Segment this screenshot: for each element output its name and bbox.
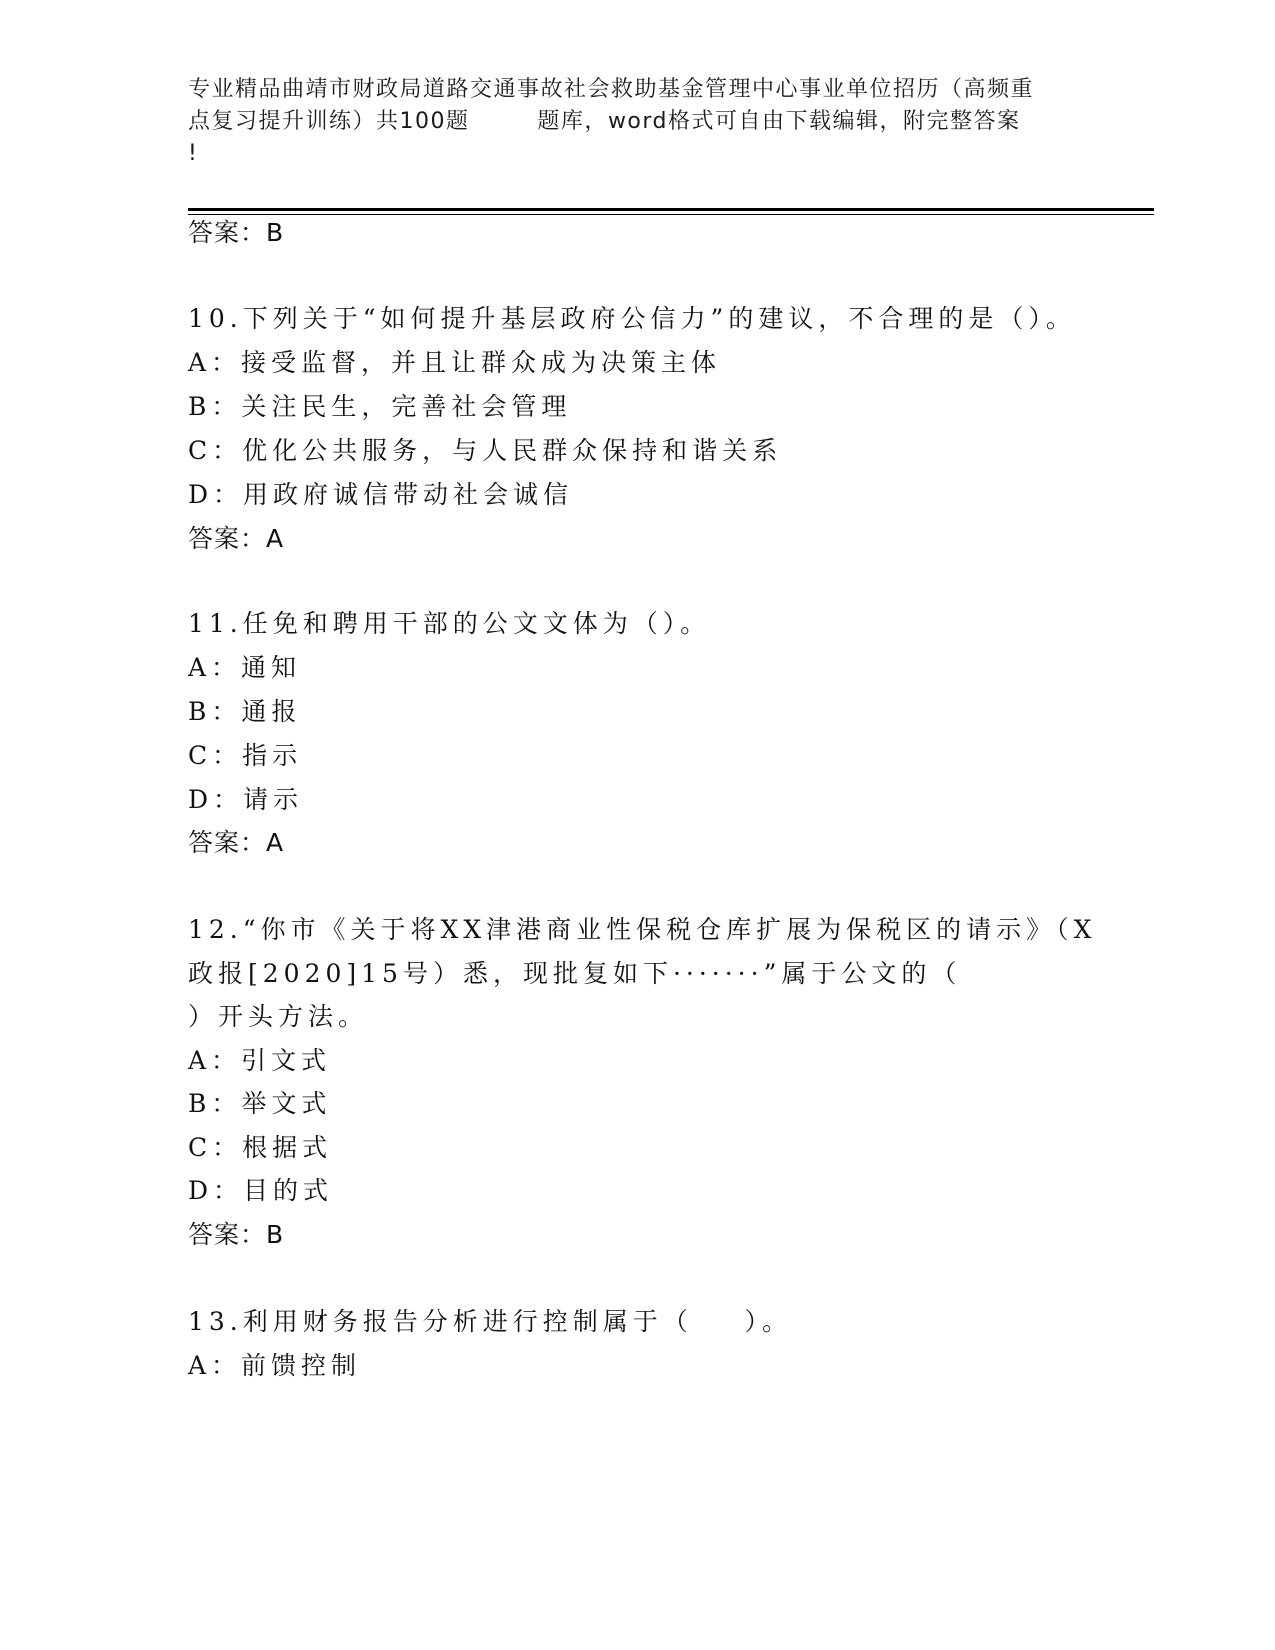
option-c: C：优化公共服务，与人民群众保持和谐关系 <box>188 436 783 465</box>
header-line: 点复习提升训练）共100题 题库，word格式可自由下载编辑，附完整答案 <box>188 109 1021 134</box>
option-d: D：请示 <box>188 785 304 814</box>
option-d: D：用政府诚信带动社会诚信 <box>188 480 574 509</box>
answer-line: 答案：B <box>188 218 285 247</box>
answer-line: 答案：A <box>188 524 285 553</box>
question-text: 13.利用财务报告分析进行控制属于（ ）。 <box>188 1307 793 1336</box>
option-a: A：通知 <box>188 653 302 682</box>
option-a: A：引文式 <box>188 1046 332 1075</box>
question-text: ）开头方法。 <box>188 1002 369 1031</box>
option-a: A：前馈控制 <box>188 1351 362 1380</box>
option-b: B：关注民生，完善社会管理 <box>188 392 572 421</box>
option-d: D：目的式 <box>188 1176 334 1205</box>
question-text: 10.下列关于“如何提升基层政府公信力”的建议，不合理的是（）。 <box>188 304 1076 333</box>
header-line: 专业精品曲靖市财政局道路交通事故社会救助基金管理中心事业单位招历（高频重 <box>188 77 1035 102</box>
answer-line: 答案：B <box>188 1220 285 1249</box>
question-text: 12.“你市《关于将XX津港商业性保税仓库扩展为保税区的请示》（X <box>188 915 1097 944</box>
question-text: 11.任免和聘用干部的公文文体为（）。 <box>188 609 711 638</box>
document-header <box>188 74 1088 170</box>
option-b: B：举文式 <box>188 1089 332 1118</box>
header-line: ! <box>188 141 199 166</box>
option-b: B：通报 <box>188 697 302 726</box>
option-c: C：指示 <box>188 741 303 770</box>
question-text: 政报[2020]15号）悉，现批复如下·······”属于公文的（ <box>188 959 962 988</box>
option-a: A：接受监督，并且让群众成为决策主体 <box>188 348 722 377</box>
header-divider-thick <box>188 208 1154 211</box>
header-divider-thin <box>188 214 1154 215</box>
answer-line: 答案：A <box>188 828 285 857</box>
option-c: C：根据式 <box>188 1133 333 1162</box>
